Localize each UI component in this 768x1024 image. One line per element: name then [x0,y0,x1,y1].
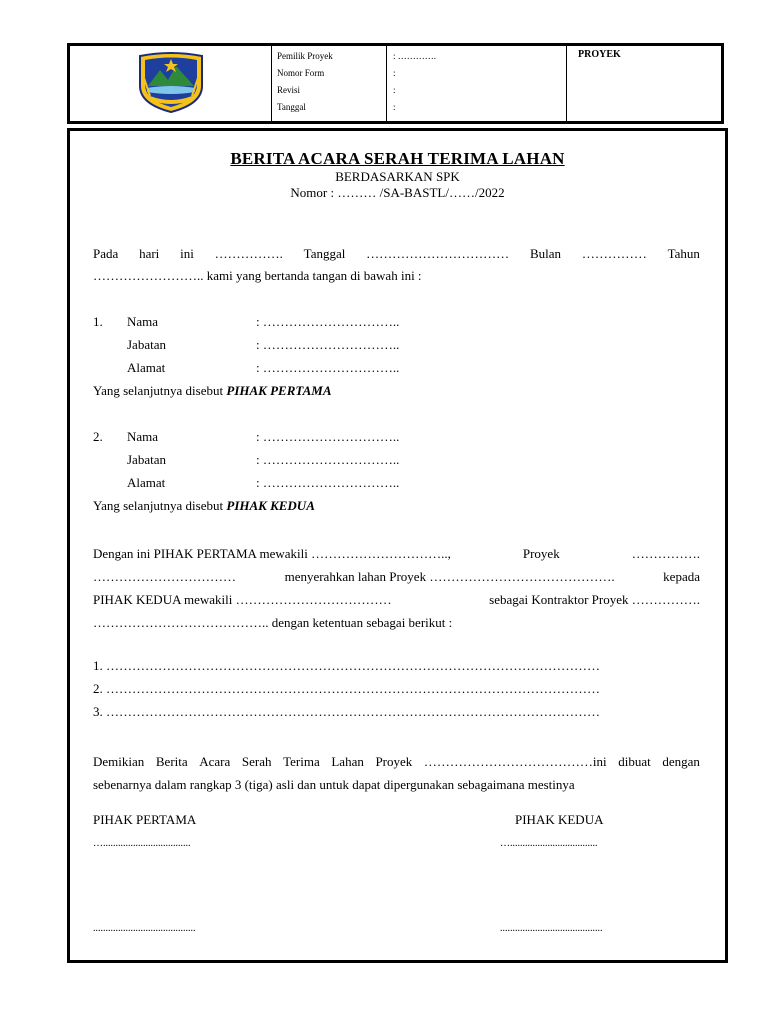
document-title: BERITA ACARA SERAH TERIMA LAHAN [230,149,565,168]
closing-word: Demikian [93,754,145,769]
document-number: Nomor : ……… /SA-BASTL/……/2022 [290,185,505,200]
closing-word: Serah [241,754,272,769]
signature-line-second-party-top: …................................... [500,838,598,849]
intro-word: Pada [93,246,119,261]
handover-text: PIHAK KEDUA mewakili ……………………………… [93,592,392,607]
party2-designation-name: PIHAK KEDUA [226,498,315,513]
intro-blank: …………… [581,246,647,261]
designation-prefix: Yang selanjutnya disebut [93,383,227,398]
closing-line-2: sebenarnya dalam rangkap 3 (tiga) asli dan untuk dapat dipergunakan sebagaimana mestinya [93,777,575,792]
closing-word: dibuat [618,754,651,769]
handover-line-2 [93,565,700,588]
handover-text: Proyek [522,546,560,561]
intro-word: Tahun [667,246,700,261]
party2-number: 2. [93,429,103,444]
party1-designation-name: PIHAK PERTAMA [226,383,332,398]
proyek-label: PROYEK [578,49,621,60]
intro-blank: …………………………… [366,246,510,261]
party2-address-value: : ………………………….. [256,475,400,490]
intro-word: Tanggal [303,246,346,261]
header-divider-3 [566,46,567,121]
party2-name-value: : ………………………….. [256,429,400,444]
handover-blank: …………………………… [93,569,236,584]
party2-designation [93,498,315,514]
intro-line-2: …………………….. kami yang bertanda tangan di bawah ini : [93,268,422,283]
document-subtitle: BERDASARKAN SPK [335,169,460,184]
term-item-2: 2. …………………………………………………………………………………………………… [93,681,600,696]
meta-label: Tanggal [277,102,306,112]
party2-name-label: Nama [127,429,159,444]
intro-word: hari [139,246,160,261]
signature-line-second-party-bottom: ......................................... [500,923,603,934]
meta-value: : [393,85,396,95]
signature-title-first-party: PIHAK PERTAMA [93,812,197,827]
party1-designation [93,383,332,399]
signature-title-second-party: PIHAK KEDUA [515,812,604,827]
closing-blank: …………………………………ini [423,754,607,769]
party1-address-value: : ………………………….. [256,360,400,375]
handover-text: menyerahkan lahan Proyek ……………………………………. [284,569,615,584]
meta-value: : [393,68,396,78]
closing-word: Proyek [375,754,413,769]
closing-word: Lahan [331,754,364,769]
meta-label: Nomor Form [277,68,325,78]
closing-word: Berita [155,754,188,769]
term-item-3: 3. …………………………………………………………………………………………………… [93,704,600,719]
document-body [67,128,728,963]
party1-name-label: Nama [127,314,159,329]
handover-line-4: ………………………………….. dengan ketentuan sebagai berikut : [93,615,453,630]
handover-line-3 [93,588,700,611]
closing-word: Acara [199,754,231,769]
handover-text: sebagai Kontraktor Proyek ……………. [489,592,700,607]
meta-value: : …………. [393,51,437,61]
closing-paragraph [93,750,700,796]
handover-paragraph [93,542,700,634]
intro-paragraph [93,243,700,287]
header-divider-2 [386,46,387,121]
closing-line-1 [93,750,700,773]
handover-text: Dengan ini PIHAK PERTAMA mewakili ………………………….., [93,546,451,561]
designation-prefix: Yang selanjutnya disebut [93,498,227,513]
signature-line-first-party-top: …................................... [93,838,191,849]
intro-word: ini [180,246,194,261]
header-divider-1 [271,46,272,121]
closing-word: dengan [662,754,700,769]
handover-blank: ……………. [631,546,700,561]
closing-word: Terima [283,754,320,769]
form-header [67,43,724,124]
meta-label: Revisi [277,85,301,95]
regional-emblem-logo [136,52,206,114]
party1-position-label: Jabatan [127,337,166,352]
party2-position-value: : ………………………….. [256,452,400,467]
party1-position-value: : ………………………….. [256,337,400,352]
party2-address-label: Alamat [127,475,166,490]
handover-text: kepada [663,569,700,584]
meta-label: Pemilik Proyek [277,51,333,61]
term-item-1: 1. …………………………………………………………………………………………………… [93,658,600,673]
party2-position-label: Jabatan [127,452,166,467]
party1-number: 1. [93,314,103,329]
intro-word: Bulan [529,246,562,261]
intro-line-1 [93,243,700,265]
party1-address-label: Alamat [127,360,166,375]
logo-cell [70,46,271,121]
meta-value: : [393,102,396,112]
intro-blank: ……………. [214,246,283,261]
party1-name-value: : ………………………….. [256,314,400,329]
handover-line-1 [93,542,700,565]
signature-line-first-party-bottom: ......................................... [93,923,196,934]
